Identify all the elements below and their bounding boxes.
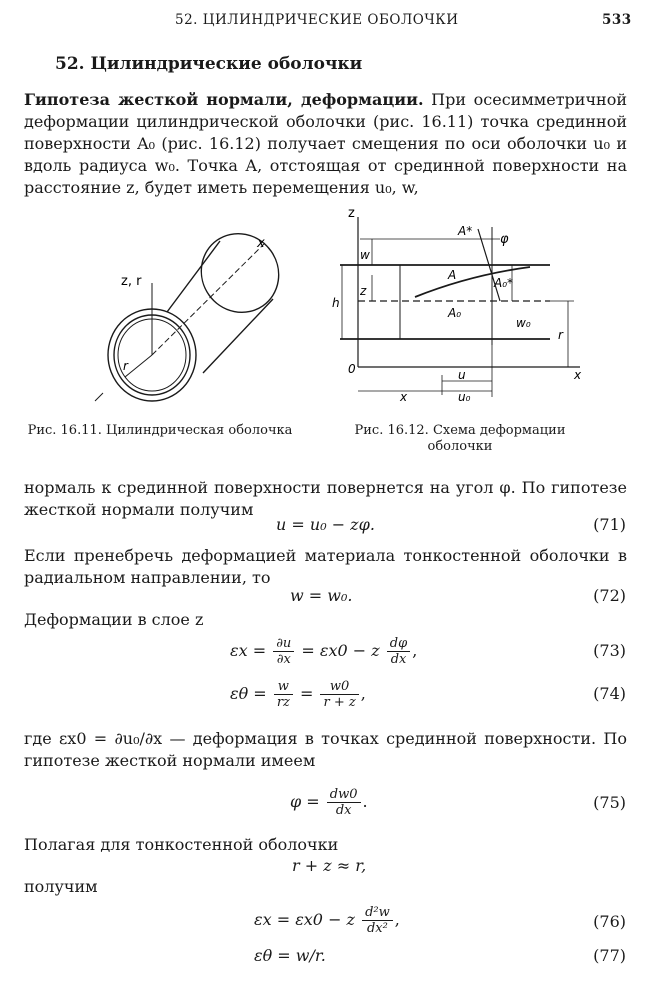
- fig2-label-z: z: [348, 206, 355, 221]
- equation-72-text: w = w₀.: [290, 586, 353, 605]
- equation-75-lhs: φ =: [290, 792, 320, 811]
- equation-75-end: .: [362, 792, 368, 811]
- cylinder-axis: [152, 243, 265, 355]
- fig2-label-x-axis: x: [574, 368, 582, 382]
- page-number: 533: [602, 12, 632, 28]
- equation-76-num: d²w: [362, 905, 393, 921]
- equation-73-den2: dx: [390, 652, 407, 667]
- equation-74-num2: w0: [320, 679, 358, 695]
- equation-76-end: ,: [394, 910, 400, 929]
- equation-76: [254, 905, 400, 936]
- intro-paragraph: [24, 89, 627, 199]
- equation-approx-text: r + z ≈ r,: [292, 856, 367, 875]
- fig1-label-zr: z, r: [121, 274, 142, 289]
- intro-bold: Гипотеза жесткой нормали, деформации.: [24, 90, 424, 109]
- running-title: 52. ЦИЛИНДРИЧЕСКИЕ ОБОЛОЧКИ: [175, 12, 459, 28]
- fig2-label-a: A: [448, 268, 457, 282]
- fig2-label-u0: u₀: [458, 390, 471, 404]
- equation-72: [290, 586, 352, 605]
- equation-77-text: εθ = w/r.: [254, 946, 326, 965]
- fig2-label-x-dim: x: [400, 390, 408, 404]
- fig2-label-phi: φ: [500, 232, 509, 247]
- equation-75: [290, 787, 368, 818]
- equation-73-lhs: εx =: [230, 641, 267, 660]
- equation-76-den: dx²: [366, 921, 388, 936]
- normal-paragraph: нормаль к срединной поверхности повернется на угол φ. По гипотезе жесткой нормали получим: [24, 478, 627, 519]
- fig2-label-u: u: [458, 368, 466, 382]
- equation-75-frac: [327, 787, 361, 818]
- neglect-paragraph: Если пренебречь деформацией материала тонкостенной оболочки в радиальном направлении, то: [24, 546, 627, 587]
- equation-74-frac2: [320, 679, 358, 710]
- equation-73-frac1: [273, 636, 294, 667]
- equation-77: [254, 946, 326, 965]
- equation-approx: [292, 856, 366, 875]
- fig2-label-h: h: [332, 296, 340, 310]
- fig1-label-x: x: [257, 236, 265, 251]
- fig2-label-zz: z: [360, 284, 367, 298]
- equation-76-frac: [362, 905, 393, 936]
- fig2-label-astar: A*: [458, 224, 473, 238]
- equation-72-number: (72): [593, 586, 626, 605]
- equation-76-lhs: εx = εx0 − z: [254, 910, 355, 929]
- fig2-label-r: r: [558, 328, 563, 342]
- assume-paragraph: Полагая для тонкостенной оболочки: [24, 835, 339, 854]
- figure1-caption: Рис. 16.11. Цилиндрическая оболочка: [27, 423, 293, 438]
- equation-71: [276, 515, 375, 534]
- equation-74-mid: =: [299, 684, 314, 703]
- equation-74-den2: r + z: [323, 695, 356, 710]
- equation-71-text: u = u₀ − zφ.: [276, 515, 375, 534]
- equation-74-lhs: εθ =: [230, 684, 267, 703]
- figure2-caption: Рис. 16.12. Схема деформации оболочки: [354, 423, 566, 454]
- cylinder-far-end: [186, 225, 294, 328]
- fig2-label-a0: A₀: [448, 306, 462, 320]
- equation-71-number: (71): [593, 515, 626, 534]
- equation-74: [230, 679, 366, 710]
- radius-line: [125, 355, 152, 377]
- tick-mark: [95, 393, 103, 401]
- cylinder-bottom-edge: [203, 299, 273, 373]
- equation-75-num: dw0: [327, 787, 361, 803]
- cylinder-top-edge: [167, 241, 220, 312]
- section-title: 52. Цилиндрические оболочки: [55, 54, 363, 74]
- equation-73-num2: dφ: [387, 636, 410, 652]
- fig1-label-r: r: [123, 359, 128, 373]
- figure-cylinder: [85, 225, 295, 410]
- equation-74-frac1: [274, 679, 293, 710]
- fig2-label-a0star: A₀*: [494, 276, 514, 290]
- equation-75-number: (75): [593, 793, 626, 812]
- layer-paragraph: Деформации в слое z: [24, 610, 204, 629]
- equation-74-num1: w: [274, 679, 293, 695]
- equation-74-number: (74): [593, 684, 626, 703]
- figure-deformation-scheme: [330, 205, 590, 405]
- equation-74-end: ,: [360, 684, 366, 703]
- equation-77-number: (77): [593, 946, 626, 965]
- fig2-label-origin: 0: [348, 362, 356, 376]
- equation-73-mid: = εx0 − z: [301, 641, 380, 660]
- equation-73-num1: ∂u: [273, 636, 294, 652]
- where-paragraph: где εx0 = ∂u₀/∂x — деформация в точках срединной поверхности. По гипотезе жесткой нормали имеем: [24, 729, 627, 770]
- equation-73-frac2: [387, 636, 410, 667]
- equation-74-den1: rz: [276, 695, 290, 710]
- equation-73: [230, 636, 417, 667]
- equation-73-end: ,: [412, 641, 418, 660]
- equation-75-den: dx: [335, 803, 352, 818]
- equation-73-number: (73): [593, 641, 626, 660]
- get-paragraph: получим: [24, 877, 98, 896]
- fig2-label-w: w: [360, 248, 370, 262]
- equation-73-den1: ∂x: [276, 652, 291, 667]
- intro-text: При осесимметричной деформации цилиндрической оболочки (рис. 16.11) точка срединной поверхности A₀ (рис. 16.12) получает смещения по оси оболочки u₀ и вдоль радиуса w₀. Точка A, отстоящая от срединной поверхности на расстояние z, будет иметь перемещения u₀, w,: [24, 90, 628, 197]
- fig2-label-w0: w₀: [516, 316, 531, 330]
- equation-76-number: (76): [593, 912, 626, 931]
